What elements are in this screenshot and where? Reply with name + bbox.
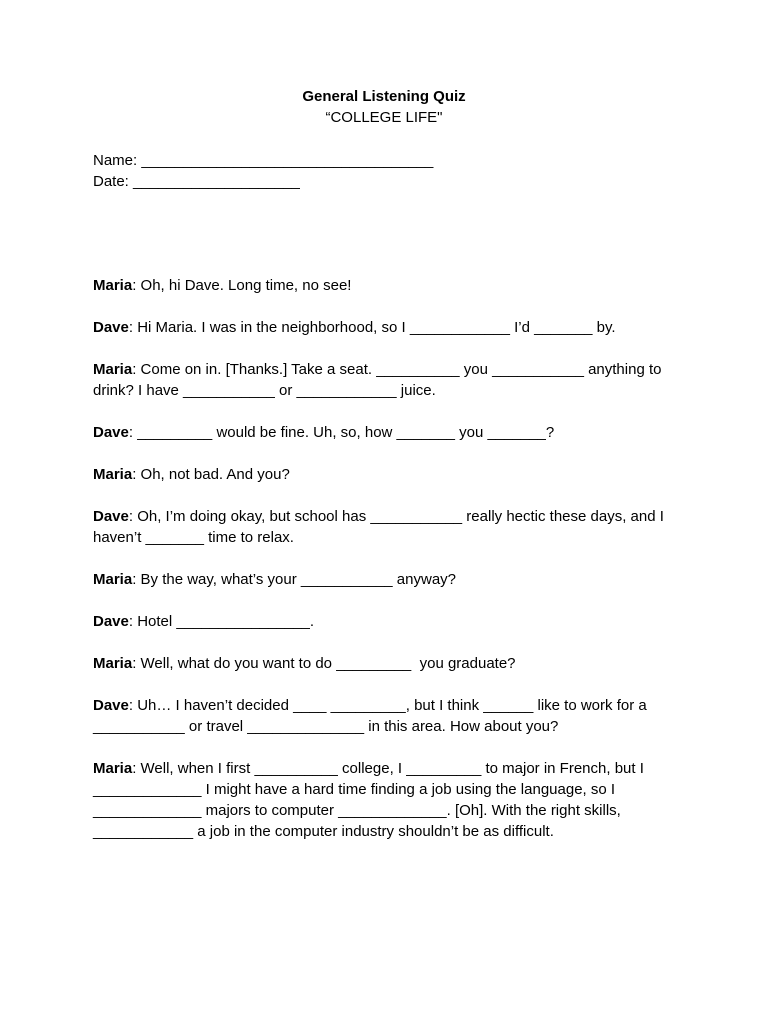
speaker-name: Dave [93,424,129,441]
student-info-fields [93,150,693,192]
dialogue-text: : Hotel ________________. [128,613,315,630]
dialogue-line [93,695,678,737]
name-field[interactable]: Name: ___________________________________ [93,152,434,169]
speaker-name: Dave [93,613,129,630]
dialogue-line [93,422,678,443]
date-field[interactable]: Date: ____________________ [93,173,300,190]
dialogue-line [93,653,678,674]
quiz-title: General Listening Quiz [302,88,466,105]
speaker-name: Maria [93,655,133,672]
dialogue-text: : Oh, I’m doing okay, but school has ___________ really hectic these days, and I haven’t _______ time to relax. [93,508,669,546]
dialogue-line [93,464,678,485]
dialogue-line [93,359,678,401]
speaker-name: Dave [93,508,129,525]
speaker-name: Maria [93,571,133,588]
dialogue-text: : Oh, hi Dave. Long time, no see! [132,277,352,294]
dialogue-text: : Oh, not bad. And you? [132,466,290,483]
dialogue-section [93,275,678,863]
dialogue-text: : Well, what do you want to do _________ you graduate? [132,655,516,672]
dialogue-text: : Well, when I first __________ college, I _________ to major in French, but I _____________ I might have a hard time finding a job using the language, so I _____________ majors to computer _____________. [Oh]. With the right skills, ____________ a job in the computer industry shouldn’t be as difficult. [93,760,649,840]
quiz-subtitle: “COLLEGE LIFE" [325,109,443,126]
dialogue-line [93,317,678,338]
dialogue-line [93,569,678,590]
dialogue-line [93,611,678,632]
speaker-name: Dave [93,319,129,336]
title-block [0,87,768,128]
dialogue-text: : By the way, what’s your ___________ anyway? [132,571,457,588]
dialogue-text: : Come on in. [Thanks.] Take a seat. __________ you ___________ anything to drink? I have ___________ or ____________ juice. [93,361,666,399]
dialogue-line [93,275,678,296]
dialogue-text: : Uh… I haven’t decided ____ _________, but I think ______ like to work for a ___________ or travel ______________ in this area. How about you? [93,697,651,735]
speaker-name: Maria [93,760,133,777]
speaker-name: Maria [93,277,133,294]
dialogue-text: : Hi Maria. I was in the neighborhood, so I ____________ I’d _______ by. [128,319,616,336]
speaker-name: Dave [93,697,129,714]
speaker-name: Maria [93,466,133,483]
speaker-name: Maria [93,361,133,378]
dialogue-text: : _________ would be fine. Uh, so, how _______ you _______? [128,424,555,441]
dialogue-line [93,506,678,548]
dialogue-line [93,758,678,842]
